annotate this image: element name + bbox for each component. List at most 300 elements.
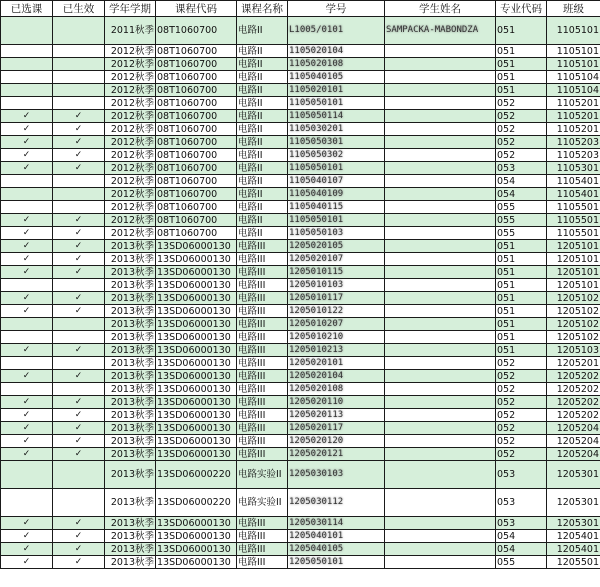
course-name-cell: 电路III: [237, 266, 288, 279]
student-id-cell: 1105050114: [288, 110, 385, 123]
major-code-cell: 053: [496, 461, 547, 489]
class-cell: 1105201: [547, 97, 600, 110]
major-code-cell: 054: [496, 543, 547, 556]
selected-check: [1, 383, 53, 396]
effective-check: [53, 357, 105, 370]
major-code-cell: 055: [496, 214, 547, 227]
table-row[interactable]: [1, 201, 600, 214]
course-code-cell: 13SD06000130: [156, 305, 237, 318]
selected-check: [1, 58, 53, 71]
student-name-cell: [385, 227, 496, 240]
term-cell: 2012秋季: [105, 227, 156, 240]
major-code-cell: 053: [496, 162, 547, 175]
student-name-cell: [385, 71, 496, 84]
table-row[interactable]: [1, 422, 600, 435]
effective-check: ✓: [53, 435, 105, 448]
class-cell: 1205202: [547, 383, 600, 396]
table-row[interactable]: [1, 227, 600, 240]
table-row[interactable]: [1, 110, 600, 123]
table-row[interactable]: [1, 435, 600, 448]
course-code-cell: 13SD06000130: [156, 266, 237, 279]
term-cell: 2013秋季: [105, 305, 156, 318]
student-name-cell: [385, 344, 496, 357]
major-code-cell: 052: [496, 409, 547, 422]
table-row[interactable]: [1, 45, 600, 58]
selected-check: [1, 84, 53, 97]
class-cell: 1205301: [547, 517, 600, 530]
selected-check: [1, 175, 53, 188]
course-name-cell: 电路III: [237, 240, 288, 253]
course-code-cell: 13SD06000130: [156, 318, 237, 331]
table-row[interactable]: [1, 396, 600, 409]
effective-check: ✓: [53, 110, 105, 123]
selected-check: [1, 71, 53, 84]
student-id-cell: 1205050101: [288, 556, 385, 569]
major-code-cell: 052: [496, 149, 547, 162]
course-code-cell: 13SD06000130: [156, 396, 237, 409]
student-name-cell: [385, 149, 496, 162]
term-cell: 2013秋季: [105, 292, 156, 305]
table-row[interactable]: [1, 253, 600, 266]
header-selected: 已选课: [1, 1, 53, 17]
effective-check: ✓: [53, 422, 105, 435]
major-code-cell: 053: [496, 517, 547, 530]
effective-check: [53, 331, 105, 344]
term-cell: 2013秋季: [105, 409, 156, 422]
term-cell: 2013秋季: [105, 489, 156, 517]
course-code-cell: 13SD06000220: [156, 489, 237, 517]
major-code-cell: 051: [496, 279, 547, 292]
student-id-cell: 1105040109: [288, 188, 385, 201]
effective-check: ✓: [53, 253, 105, 266]
class-cell: 1105201: [547, 110, 600, 123]
student-name-cell: [385, 530, 496, 543]
selected-check: ✓: [1, 123, 53, 136]
effective-check: [53, 97, 105, 110]
course-name-cell: 电路II: [237, 17, 288, 45]
major-code-cell: 051: [496, 84, 547, 97]
student-name-cell: [385, 318, 496, 331]
course-code-cell: 08T1060700: [156, 136, 237, 149]
major-code-cell: 051: [496, 17, 547, 45]
course-code-cell: 08T1060700: [156, 110, 237, 123]
table-row[interactable]: [1, 71, 600, 84]
term-cell: 2013秋季: [105, 344, 156, 357]
major-code-cell: 051: [496, 45, 547, 58]
selected-check: [1, 201, 53, 214]
major-code-cell: 055: [496, 556, 547, 569]
student-id-cell: 1205010207: [288, 318, 385, 331]
selected-check: ✓: [1, 435, 53, 448]
student-id-cell: 1105020108: [288, 58, 385, 71]
effective-check: ✓: [53, 305, 105, 318]
student-id-cell: 1205020108: [288, 383, 385, 396]
class-cell: 1205103: [547, 344, 600, 357]
course-name-cell: 电路II: [237, 97, 288, 110]
course-code-cell: 13SD06000130: [156, 344, 237, 357]
student-name-cell: [385, 45, 496, 58]
table-row[interactable]: [1, 556, 600, 569]
major-code-cell: 052: [496, 123, 547, 136]
class-cell: 1105501: [547, 201, 600, 214]
term-cell: 2012秋季: [105, 136, 156, 149]
effective-check: [53, 318, 105, 331]
selected-check: ✓: [1, 409, 53, 422]
selected-check: ✓: [1, 370, 53, 383]
course-name-cell: 电路II: [237, 149, 288, 162]
effective-check: ✓: [53, 517, 105, 530]
student-id-cell: 1205010117: [288, 292, 385, 305]
effective-check: [53, 17, 105, 45]
effective-check: ✓: [53, 266, 105, 279]
student-name-cell: [385, 305, 496, 318]
class-cell: 1205301: [547, 461, 600, 489]
class-cell: 1105101: [547, 17, 600, 45]
major-code-cell: 052: [496, 97, 547, 110]
table-row[interactable]: [1, 279, 600, 292]
table-row[interactable]: [1, 175, 600, 188]
major-code-cell: 051: [496, 58, 547, 71]
table-row[interactable]: [1, 149, 600, 162]
student-name-cell: [385, 266, 496, 279]
term-cell: 2012秋季: [105, 58, 156, 71]
effective-check: ✓: [53, 162, 105, 175]
table-row[interactable]: [1, 305, 600, 318]
course-code-cell: 13SD06000130: [156, 240, 237, 253]
major-code-cell: 051: [496, 305, 547, 318]
table-row[interactable]: [1, 530, 600, 543]
selected-check: [1, 489, 53, 517]
course-code-cell: 08T1060700: [156, 175, 237, 188]
term-cell: 2013秋季: [105, 266, 156, 279]
student-id-cell: 1205020107: [288, 253, 385, 266]
selected-check: ✓: [1, 227, 53, 240]
student-id-cell: 1105040115: [288, 201, 385, 214]
student-id-cell: 1105030201: [288, 123, 385, 136]
student-id-cell: 1205020110: [288, 396, 385, 409]
selected-check: [1, 188, 53, 201]
header-major-code: 专业代码: [496, 1, 547, 17]
course-code-cell: 08T1060700: [156, 58, 237, 71]
header-class: 班级: [547, 1, 600, 17]
course-name-cell: 电路III: [237, 396, 288, 409]
table-row[interactable]: [1, 240, 600, 253]
header-effective: 已生效: [53, 1, 105, 17]
term-cell: 2013秋季: [105, 396, 156, 409]
table-row[interactable]: [1, 344, 600, 357]
course-code-cell: 13SD06000130: [156, 448, 237, 461]
table-row[interactable]: [1, 409, 600, 422]
major-code-cell: 051: [496, 292, 547, 305]
course-name-cell: 电路III: [237, 530, 288, 543]
major-code-cell: 054: [496, 530, 547, 543]
student-name-cell: [385, 97, 496, 110]
table-row[interactable]: [1, 136, 600, 149]
term-cell: 2011秋季: [105, 17, 156, 45]
selected-check: ✓: [1, 162, 53, 175]
course-name-cell: 电路II: [237, 162, 288, 175]
major-code-cell: 053: [496, 489, 547, 517]
major-code-cell: 052: [496, 136, 547, 149]
term-cell: 2013秋季: [105, 422, 156, 435]
term-cell: 2013秋季: [105, 357, 156, 370]
student-name-cell: [385, 370, 496, 383]
student-name-cell: [385, 543, 496, 556]
class-cell: 1205102: [547, 292, 600, 305]
selected-check: ✓: [1, 448, 53, 461]
term-cell: 2013秋季: [105, 461, 156, 489]
table-row[interactable]: [1, 448, 600, 461]
term-cell: 2012秋季: [105, 175, 156, 188]
student-id-cell: 1205020117: [288, 422, 385, 435]
table-row[interactable]: [1, 517, 600, 530]
class-cell: 1205401: [547, 543, 600, 556]
effective-check: ✓: [53, 344, 105, 357]
course-name-cell: 电路III: [237, 435, 288, 448]
major-code-cell: 051: [496, 240, 547, 253]
student-id-cell: 1205010115: [288, 266, 385, 279]
student-id-cell: 1105050101: [288, 97, 385, 110]
student-name-cell: [385, 253, 496, 266]
class-cell: 1205204: [547, 448, 600, 461]
table-row[interactable]: [1, 97, 600, 110]
table-row[interactable]: [1, 370, 600, 383]
table-row[interactable]: [1, 123, 600, 136]
major-code-cell: 054: [496, 188, 547, 201]
course-code-cell: 08T1060700: [156, 188, 237, 201]
selected-check: ✓: [1, 253, 53, 266]
table-row[interactable]: [1, 489, 600, 517]
class-cell: 1205204: [547, 422, 600, 435]
student-name-cell: [385, 489, 496, 517]
term-cell: 2013秋季: [105, 240, 156, 253]
term-cell: 2013秋季: [105, 556, 156, 569]
student-name-cell: [385, 383, 496, 396]
term-cell: 2012秋季: [105, 84, 156, 97]
class-cell: 1105501: [547, 227, 600, 240]
table-row[interactable]: [1, 84, 600, 97]
course-code-cell: 13SD06000130: [156, 279, 237, 292]
course-name-cell: 电路III: [237, 556, 288, 569]
class-cell: 1105301: [547, 162, 600, 175]
selected-check: [1, 279, 53, 292]
student-name-cell: [385, 279, 496, 292]
table-row[interactable]: [1, 188, 600, 201]
class-cell: 1105101: [547, 58, 600, 71]
course-code-cell: 08T1060700: [156, 162, 237, 175]
table-row[interactable]: [1, 318, 600, 331]
course-name-cell: 电路II: [237, 188, 288, 201]
student-name-cell: [385, 123, 496, 136]
term-cell: 2012秋季: [105, 149, 156, 162]
selected-check: [1, 17, 53, 45]
effective-check: [53, 383, 105, 396]
selected-check: ✓: [1, 543, 53, 556]
table-header: [1, 1, 600, 17]
term-cell: 2013秋季: [105, 530, 156, 543]
course-code-cell: 08T1060700: [156, 123, 237, 136]
term-cell: 2012秋季: [105, 71, 156, 84]
table-body: [1, 17, 600, 569]
student-id-cell: 1205010213: [288, 344, 385, 357]
class-cell: 1105203: [547, 149, 600, 162]
student-name-cell: [385, 422, 496, 435]
table-row[interactable]: [1, 214, 600, 227]
course-code-cell: 08T1060700: [156, 71, 237, 84]
selected-check: ✓: [1, 149, 53, 162]
course-code-cell: 08T1060700: [156, 227, 237, 240]
course-code-cell: 08T1060700: [156, 214, 237, 227]
selected-check: [1, 45, 53, 58]
student-name-cell: [385, 409, 496, 422]
course-name-cell: 电路II: [237, 84, 288, 97]
class-cell: 1105501: [547, 214, 600, 227]
student-name-cell: SAMPACKA-MABONDZA: [385, 17, 496, 45]
course-code-cell: 13SD06000130: [156, 556, 237, 569]
student-id-cell: 1205020104: [288, 370, 385, 383]
course-code-cell: 08T1060700: [156, 45, 237, 58]
major-code-cell: 052: [496, 396, 547, 409]
class-cell: 1205201: [547, 357, 600, 370]
student-id-cell: 1205040105: [288, 543, 385, 556]
term-cell: 2013秋季: [105, 331, 156, 344]
selected-check: [1, 97, 53, 110]
course-name-cell: 电路III: [237, 292, 288, 305]
course-name-cell: 电路II: [237, 123, 288, 136]
student-id-cell: 1205040101: [288, 530, 385, 543]
student-name-cell: [385, 84, 496, 97]
table-row[interactable]: [1, 292, 600, 305]
class-cell: 1105201: [547, 123, 600, 136]
effective-check: ✓: [53, 240, 105, 253]
term-cell: 2013秋季: [105, 253, 156, 266]
term-cell: 2013秋季: [105, 448, 156, 461]
course-name-cell: 电路III: [237, 344, 288, 357]
term-cell: 2013秋季: [105, 435, 156, 448]
course-code-cell: 13SD06000130: [156, 435, 237, 448]
class-cell: 1205202: [547, 396, 600, 409]
course-name-cell: 电路III: [237, 253, 288, 266]
course-name-cell: 电路III: [237, 331, 288, 344]
class-cell: 1205102: [547, 305, 600, 318]
effective-check: [53, 461, 105, 489]
course-code-cell: 13SD06000130: [156, 530, 237, 543]
class-cell: 1205401: [547, 530, 600, 543]
class-cell: 1205101: [547, 253, 600, 266]
course-name-cell: 电路III: [237, 543, 288, 556]
course-name-cell: 电路II: [237, 175, 288, 188]
course-code-cell: 08T1060700: [156, 97, 237, 110]
course-name-cell: 电路III: [237, 448, 288, 461]
class-cell: 1205101: [547, 240, 600, 253]
selected-check: ✓: [1, 110, 53, 123]
course-code-cell: 13SD06000130: [156, 422, 237, 435]
class-cell: 1205101: [547, 266, 600, 279]
table-row[interactable]: [1, 383, 600, 396]
student-id-cell: L1005/0101: [288, 17, 385, 45]
major-code-cell: 054: [496, 175, 547, 188]
student-name-cell: [385, 461, 496, 489]
course-code-cell: 08T1060700: [156, 17, 237, 45]
selected-check: ✓: [1, 517, 53, 530]
effective-check: ✓: [53, 448, 105, 461]
student-id-cell: 1205020113: [288, 409, 385, 422]
class-cell: 1105104: [547, 84, 600, 97]
course-name-cell: 电路III: [237, 383, 288, 396]
effective-check: [53, 175, 105, 188]
table-row[interactable]: [1, 543, 600, 556]
student-name-cell: [385, 448, 496, 461]
effective-check: ✓: [53, 556, 105, 569]
header-course-code: 课程代码: [156, 1, 237, 17]
student-id-cell: 1105050101: [288, 214, 385, 227]
course-code-cell: 13SD06000220: [156, 461, 237, 489]
class-cell: 1205101: [547, 279, 600, 292]
student-id-cell: 1205020120: [288, 435, 385, 448]
table-row[interactable]: [1, 17, 600, 45]
student-name-cell: [385, 331, 496, 344]
course-name-cell: 电路II: [237, 214, 288, 227]
major-code-cell: 051: [496, 318, 547, 331]
student-name-cell: [385, 357, 496, 370]
table-row[interactable]: [1, 331, 600, 344]
term-cell: 2013秋季: [105, 318, 156, 331]
table-row[interactable]: [1, 357, 600, 370]
course-code-cell: 13SD06000130: [156, 370, 237, 383]
course-name-cell: 电路III: [237, 318, 288, 331]
major-code-cell: 052: [496, 110, 547, 123]
class-cell: 1205102: [547, 331, 600, 344]
header-student-id: 学号: [288, 1, 385, 17]
selected-check: ✓: [1, 240, 53, 253]
term-cell: 2012秋季: [105, 97, 156, 110]
table-row[interactable]: [1, 58, 600, 71]
course-name-cell: 电路II: [237, 227, 288, 240]
table-row[interactable]: [1, 266, 600, 279]
selected-check: [1, 331, 53, 344]
student-name-cell: [385, 188, 496, 201]
student-id-cell: 1205020105: [288, 240, 385, 253]
student-name-cell: [385, 396, 496, 409]
term-cell: 2013秋季: [105, 370, 156, 383]
course-name-cell: 电路II: [237, 136, 288, 149]
course-name-cell: 电路实验II: [237, 461, 288, 489]
class-cell: 1105101: [547, 45, 600, 58]
course-name-cell: 电路II: [237, 110, 288, 123]
header-student-name: 学生姓名: [385, 1, 496, 17]
effective-check: [53, 71, 105, 84]
effective-check: [53, 84, 105, 97]
table-row[interactable]: [1, 461, 600, 489]
course-code-cell: 13SD06000130: [156, 292, 237, 305]
course-name-cell: 电路II: [237, 71, 288, 84]
student-name-cell: [385, 435, 496, 448]
term-cell: 2013秋季: [105, 543, 156, 556]
table-row[interactable]: [1, 162, 600, 175]
course-code-cell: 13SD06000130: [156, 543, 237, 556]
student-id-cell: 1205020121: [288, 448, 385, 461]
effective-check: [53, 489, 105, 517]
term-cell: 2012秋季: [105, 45, 156, 58]
class-cell: 1205501: [547, 556, 600, 569]
selected-check: ✓: [1, 556, 53, 569]
effective-check: ✓: [53, 396, 105, 409]
course-code-cell: 13SD06000130: [156, 517, 237, 530]
student-id-cell: 1105020104: [288, 45, 385, 58]
major-code-cell: 052: [496, 370, 547, 383]
student-id-cell: 1205030112: [288, 489, 385, 517]
student-name-cell: [385, 162, 496, 175]
